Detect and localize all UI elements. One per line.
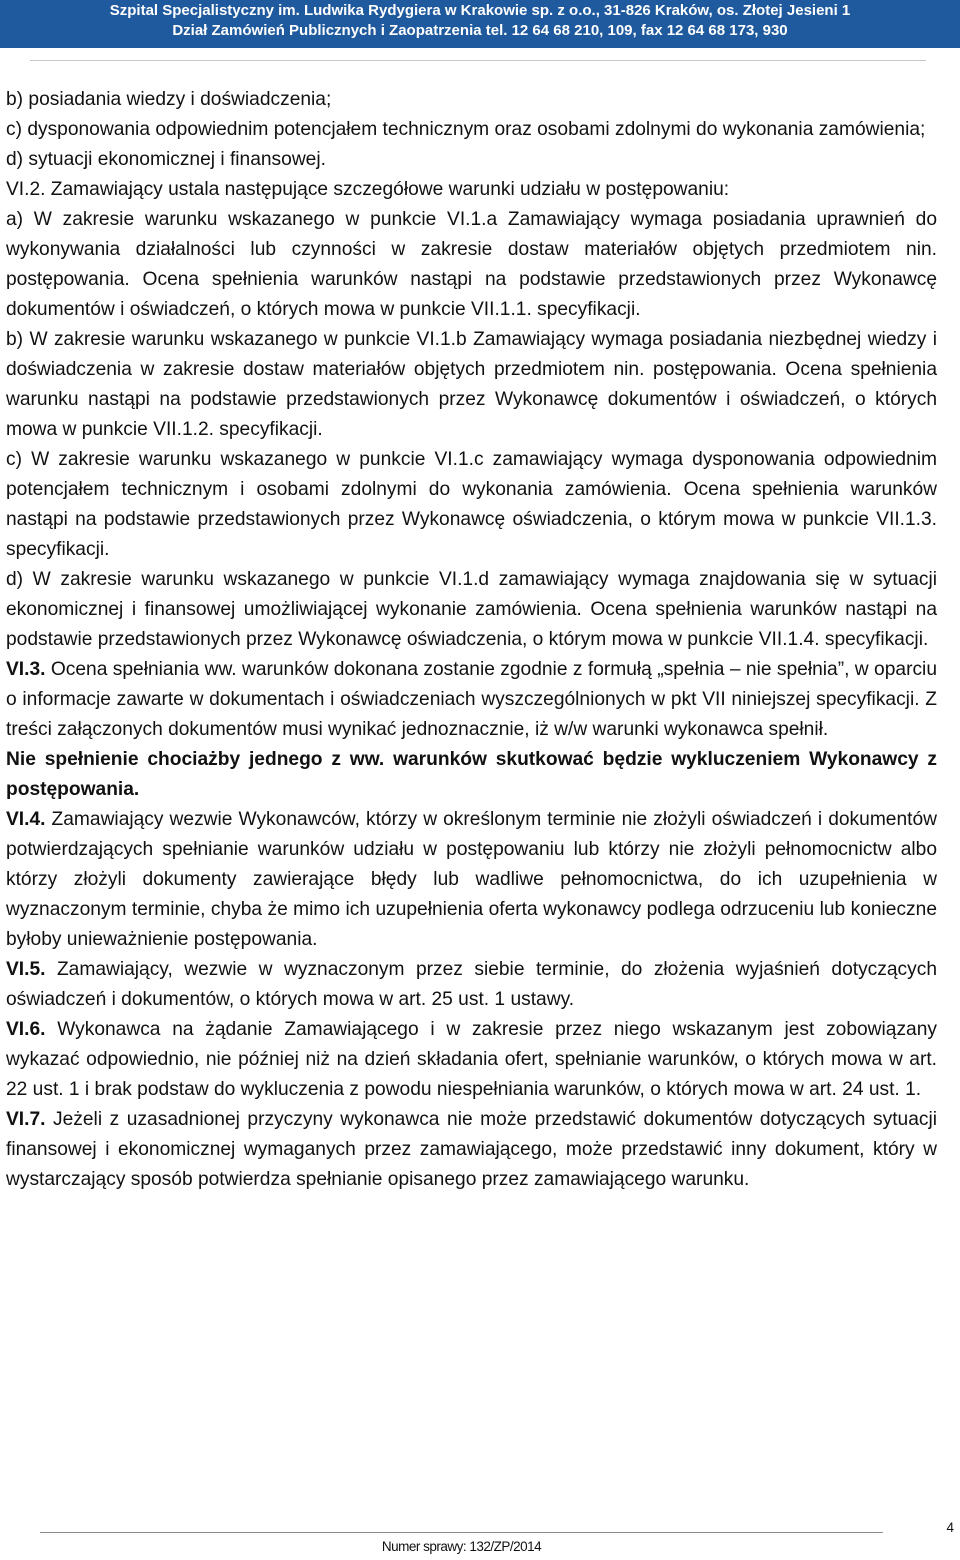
case-number: Numer sprawy: 132/ZP/2014 [381,1539,542,1554]
section-vi6 [6,1015,937,1105]
section-number: VI.5. [6,959,46,980]
section-vi7 [6,1105,937,1195]
condition-c-resources: c) dysponowania odpowiednim potencjałem technicznym oraz osobami zdolnymi do wykonania zamówienia; [6,119,926,140]
document-body [6,85,937,1195]
section-number: VI.3. [6,659,46,680]
section-vi2-intro: VI.2. Zamawiający ustala następujące szczegółowe warunki udziału w postępowaniu: [6,179,730,200]
section-text: Zamawiający, wezwie w wyznaczonym przez siebie terminie, do złożenia wyjaśnień dotyczących oświadczeń i dokumentów, o których mowa w art. 25 ust. 1 ustawy. [6,959,937,1010]
page-number: 4 [946,1520,954,1535]
condition-d-economic: d) sytuacji ekonomicznej i finansowej. [6,149,326,170]
section-vi4 [6,805,937,955]
exclusion-warning: Nie spełnienie chociażby jednego z ww. warunków skutkować będzie wykluczeniem Wykonawcy z postępowania. [6,749,937,800]
section-vi2-a: a) W zakresie warunku wskazanego w punkcie VI.1.a Zamawiający wymaga posiadania uprawnień do wykonywania działalności lub czynności w zakresie dostaw materiałów objętych przedmiotem nin. postępowania. Ocena spełnienia warunków nastąpi na podstawie przedstawionych przez Wykonawcę dokumentów i oświadczeń, o których mowa w punkcie VII.1.1. specyfikacji. [6,209,937,320]
section-vi2-b: b) W zakresie warunku wskazanego w punkcie VI.1.b Zamawiający wymaga posiadania niezbędnej wiedzy i doświadczenia w zakresie dostaw materiałów objętych przedmiotem nin. postępowania. Ocena spełnienia warunku nastąpi na podstawie przedstawionych przez Wykonawcę dokumentów i oświadczeń, o których mowa w punkcie VII.1.2. specyfikacji. [6,329,937,440]
letterhead-banner [0,0,960,48]
section-number: VI.7. [6,1109,46,1130]
condition-b-knowledge: b) posiadania wiedzy i doświadczenia; [6,89,332,110]
section-text: Zamawiający wezwie Wykonawców, którzy w określonym terminie nie złożyli oświadczeń i dokumentów potwierdzających spełnianie warunków udziału w postępowaniu lub którzy nie złożyli pełnomocnictw albo którzy złożyli dokumenty zawierające błędy lub wadliwe pełnomocnictwa, do ich uzupełnienia w wyznaczonym terminie, chyba że mimo ich uzupełnienia oferta wykonawcy podlega odrzuceniu lub konieczne byłoby unieważnienie postępowania. [6,809,937,950]
letterhead-department-contact: Dział Zamówień Publicznych i Zaopatrzenia tel. 12 64 68 210, 109, fax 12 64 68 173, 930 [172,22,788,39]
letterhead-institution: Szpital Specjalistyczny im. Ludwika Rydygiera w Krakowie sp. z o.o., 31-826 Kraków, os. Złotej Jesieni 1 [109,2,851,19]
header-divider [30,60,926,61]
section-number: VI.6. [6,1019,46,1040]
section-vi2-d: d) W zakresie warunku wskazanego w punkcie VI.1.d zamawiający wymaga znajdowania się w sytuacji ekonomicznej i finansowej umożliwiającej wykonanie zamówienia. Ocena spełnienia warunków nastąpi na podstawie przedstawionych przez Wykonawcę oświadczenia, o którym mowa w punkcie VII.1.4. specyfikacji. [6,569,937,650]
section-text: Ocena spełniania ww. warunków dokonana zostanie zgodnie z formułą „spełnia – nie spełnia”, w oparciu o informacje zawarte w dokumentach i oświadczeniach wyszczególnionych w pkt VII niniejszej specyfikacji. Z treści załączonych dokumentów musi wynikać jednoznacznie, iż w/w warunki wykonawca spełnił. [6,659,937,740]
section-vi2-c: c) W zakresie warunku wskazanego w punkcie VI.1.c zamawiający wymaga dysponowania odpowiednim potencjałem technicznym i osobami zdolnymi do wykonania zamówienia. Ocena spełnienia warunków nastąpi na podstawie przedstawionych przez Wykonawcę oświadczenia, o którym mowa w punkcie VII.1.3. specyfikacji. [6,449,937,560]
section-text: Wykonawca na żądanie Zamawiającego i w zakresie przez niego wskazanym jest zobowiązany wykazać odpowiednio, nie później niż na dzień składania ofert, spełnianie warunków, o których mowa w art. 22 ust. 1 i brak podstaw do wykluczenia z powodu niespełniania warunków, o których mowa w art. 24 ust. 1. [6,1019,937,1100]
section-number: VI.4. [6,809,46,830]
section-vi5 [6,955,937,1015]
section-text: Jeżeli z uzasadnionej przyczyny wykonawca nie może przedstawić dokumentów dotyczących sytuacji finansowej i ekonomicznej wymaganych przez zamawiającego, może przedstawić inny dokument, który w wystarczający sposób potwierdza spełnianie opisanego przez zamawiającego warunku. [6,1109,937,1190]
section-vi3 [6,655,937,745]
footer-divider [40,1532,883,1533]
